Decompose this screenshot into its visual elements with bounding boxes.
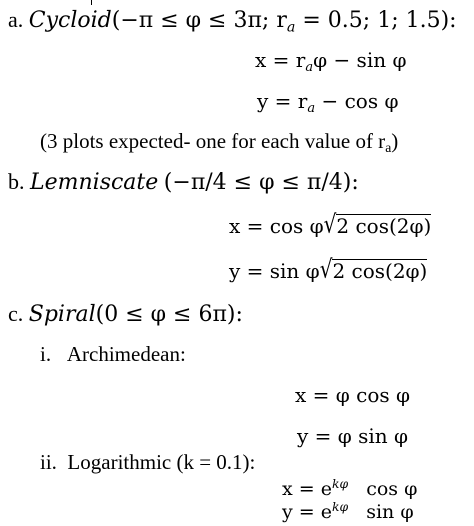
spiral-range: (0 ≤ φ ≤ 6π): [95, 302, 243, 327]
logarithmic-heading: ii. Logarithmic (k = 0.1): [40, 450, 256, 474]
cycloid-range: (−π ≤ φ ≤ 3π; $r_a = 0.5$; 1; 1.5): [111, 8, 457, 36]
cycloid-label: a. [8, 7, 24, 32]
lemniscate-name: Lemniscate [30, 170, 159, 195]
cycloid-name: Cycloid [28, 8, 112, 33]
cycloid-heading [8, 7, 457, 36]
archimedean-y-equation: y = φ sin φ [297, 424, 409, 448]
lemniscate-y-equation: y = sin φ√2 cos(2φ) [229, 253, 428, 284]
cycloid-x-equation: $x = r_a\varphi - \sin \varphi$ [255, 48, 407, 75]
top-tick-mark [91, 0, 92, 5]
sqrt-symbol: √2 cos(2φ) [319, 253, 428, 284]
lemniscate-x-equation: x = cos φ√2 cos(2φ) [229, 208, 432, 239]
archimedean-heading: i. Archimedean: [40, 342, 186, 366]
sqrt-symbol: √2 cos(2φ) [323, 208, 432, 239]
spiral-name: Spiral [28, 302, 96, 327]
lemniscate-heading [8, 171, 359, 194]
logarithmic-x-equation: $x = e^{k\varphi}$ cos φ [282, 477, 418, 500]
lemniscate-range: (−π/4 ≤ φ ≤ π/4): [163, 170, 359, 195]
spiral-heading [8, 303, 243, 326]
spiral-label: c. [8, 301, 24, 326]
cycloid-note: (3 plots expected- one for each value of $r_a$) [40, 129, 399, 156]
cycloid-y-equation: $y = r_a - \cos \varphi$ [257, 89, 399, 116]
archimedean-x-equation: x = φ cos φ [295, 383, 410, 407]
lemniscate-label: b. [8, 169, 25, 194]
logarithmic-y-equation: $y = e^{k\varphi}$ sin φ [282, 500, 414, 523]
